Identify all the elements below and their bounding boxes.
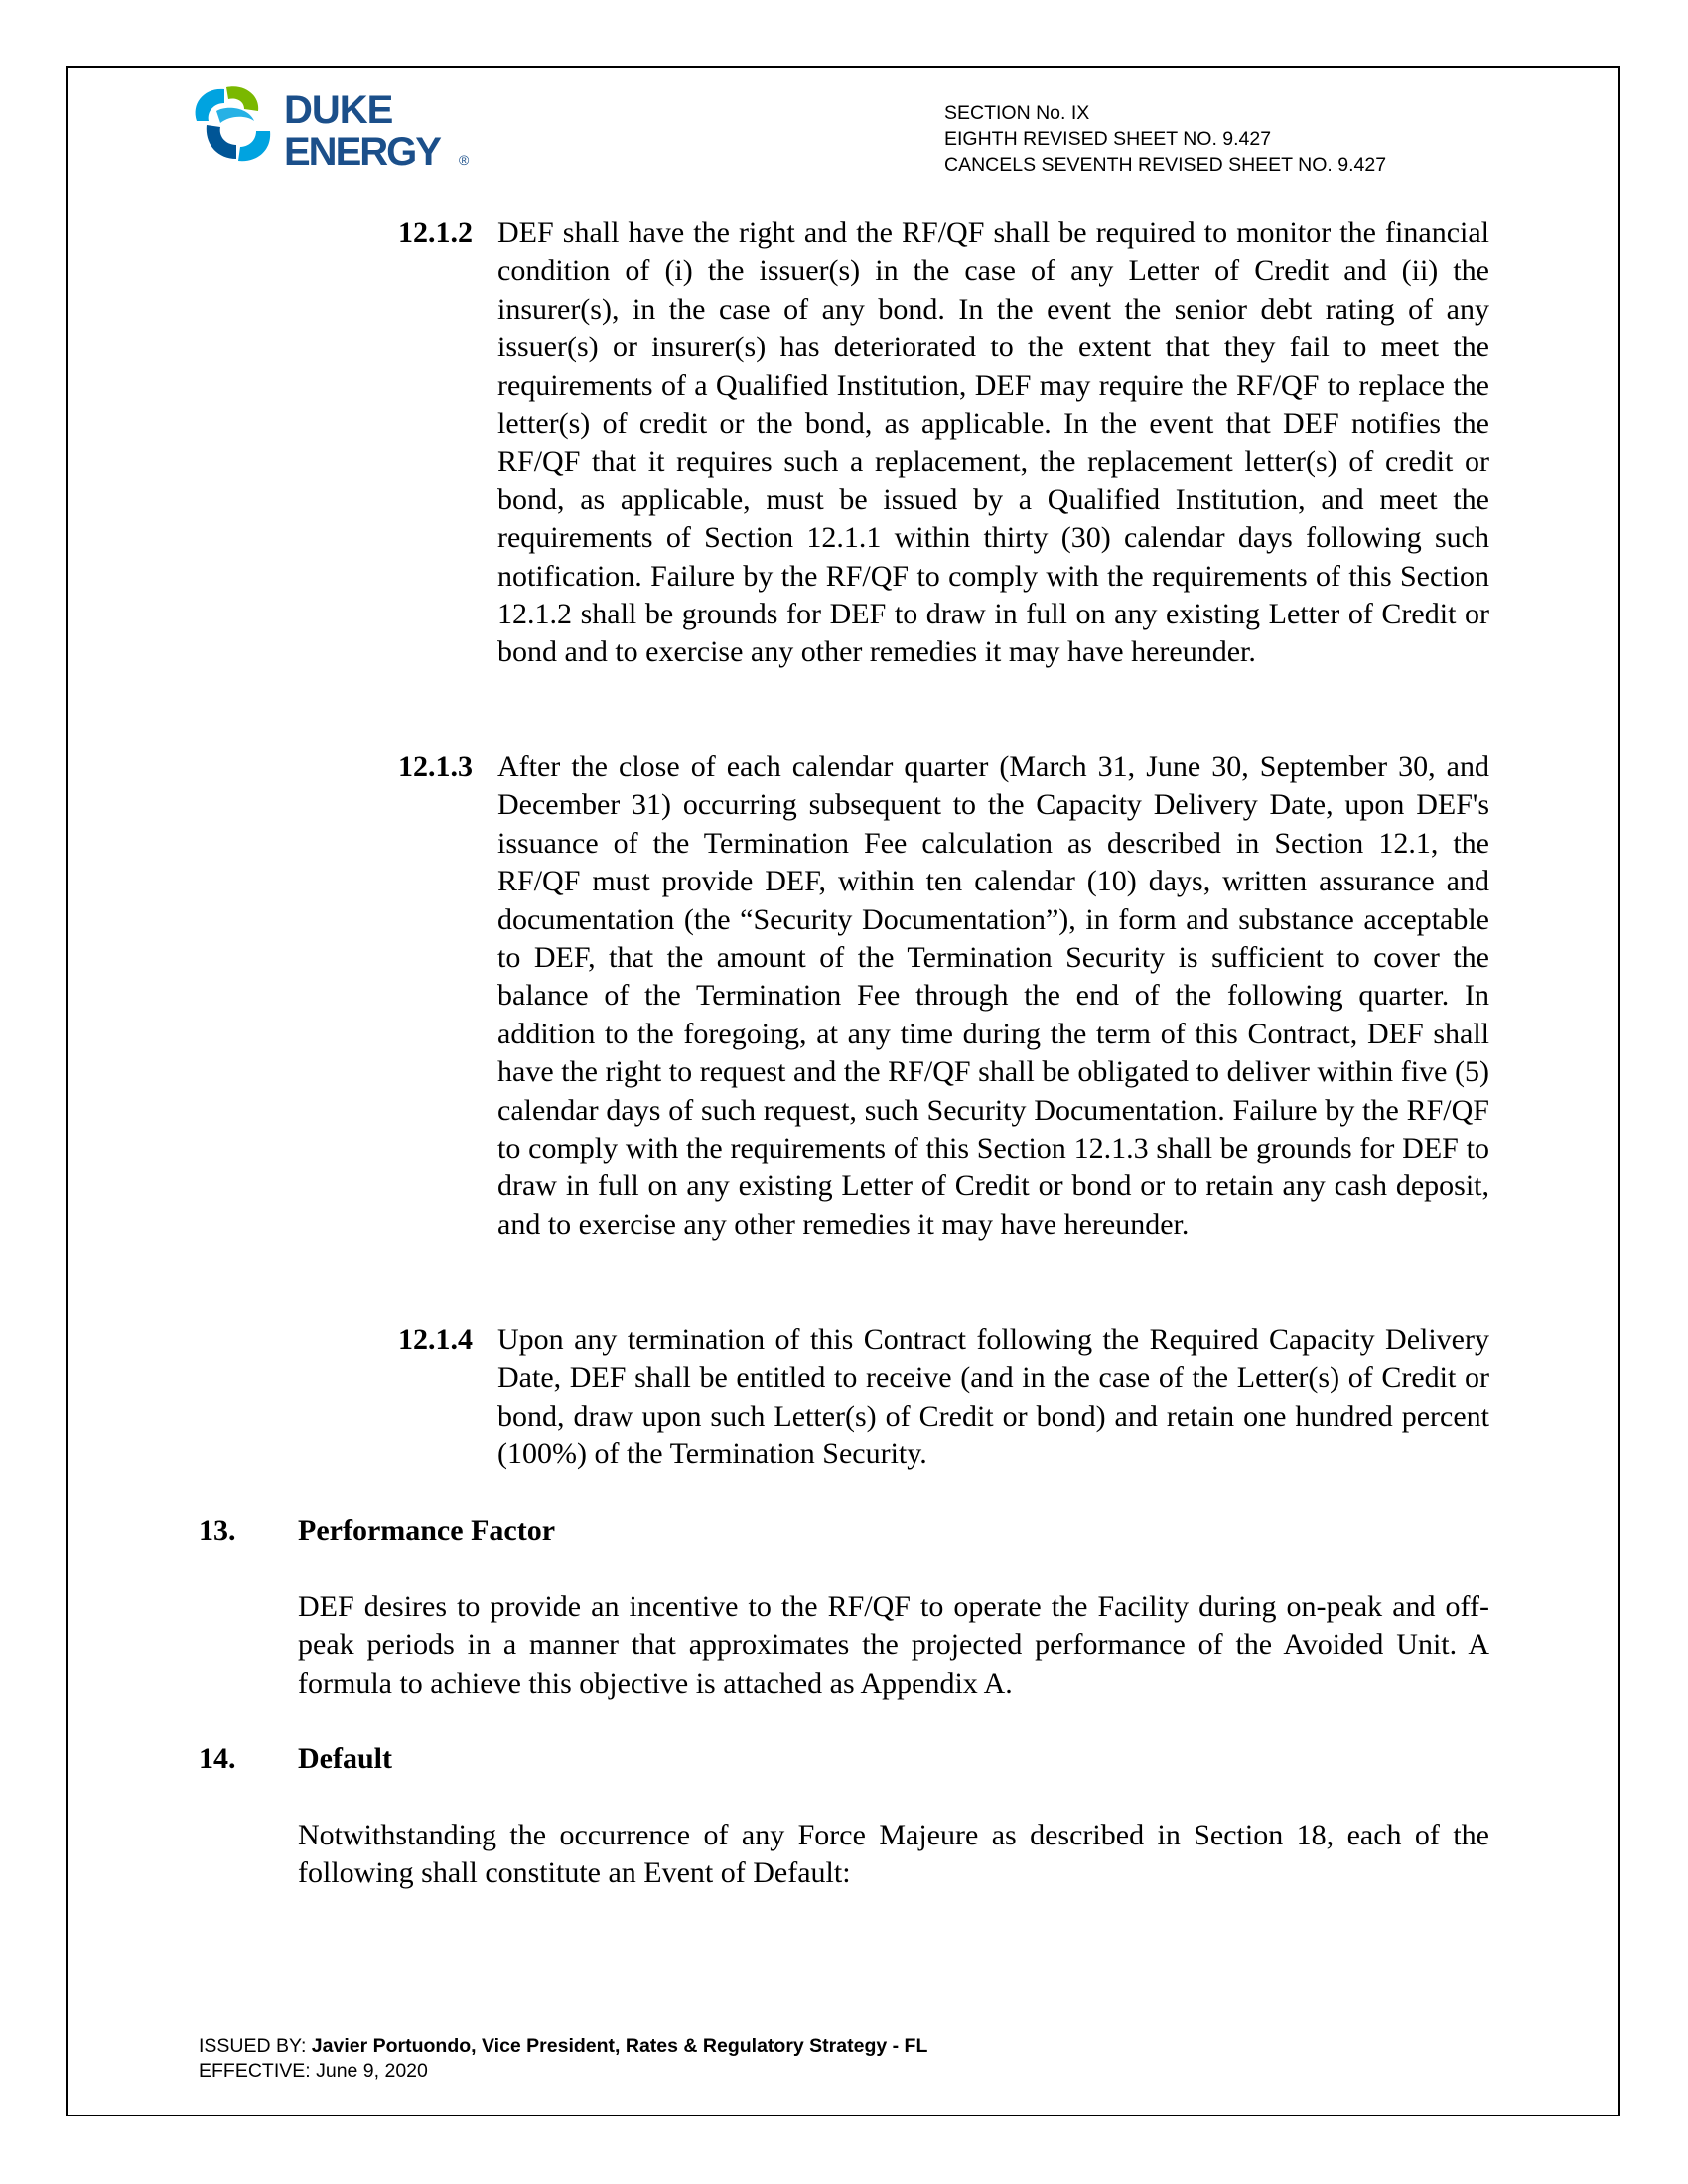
- section-number: 13.: [199, 1514, 236, 1547]
- logo-swirl-icon: [196, 86, 271, 161]
- subsection-number: 12.1.4: [398, 1323, 473, 1356]
- page-footer: [199, 2034, 1390, 2084]
- section-number: SECTION No. IX: [944, 102, 1090, 124]
- logo-registered-mark: ®: [459, 152, 470, 168]
- issued-by-name: Javier Portuondo, Vice President, Rates & Regulatory Strategy - FL: [311, 2035, 928, 2057]
- subsection-12-1-4: [398, 1321, 1489, 1474]
- sheet-header: [944, 100, 1560, 178]
- logo-text-duke: DUKE: [284, 88, 393, 132]
- subsection-text: DEF shall have the right and the RF/QF shall be required to monitor the financial condition of (i) the issuer(s) in the case of any Letter of Credit and (ii) the insurer(s), in the case of any bond. In the event the senior debt rating of any issuer(s) or insurer(s) has deteriorated to the extent that they fail to meet the requirements of a Qualified Institution, DEF may require the RF/QF to replace the letter(s) of credit or the bond, as applicable. In the event that DEF notifies the RF/QF that it requires such a replacement, the replacement letter(s) of credit or bond, as applicable, must be issued by a Qualified Institution, and meet the requirements of Section 12.1.1 within thirty (30) calendar days following such notification. Failure by the RF/QF to comply with the requirements of this Section 12.1.2 shall be grounds for DEF to draw in full on any existing Letter of Credit or bond and to exercise any other remedies it may have hereunder.: [497, 216, 1489, 669]
- subsection-number: 12.1.2: [398, 216, 473, 249]
- logo-text-energy: ENERGY: [284, 130, 440, 174]
- section-title: Default: [298, 1742, 392, 1775]
- subsection-12-1-2: [398, 214, 1489, 672]
- effective-line: [199, 2059, 1390, 2084]
- duke-energy-logo: [187, 81, 485, 181]
- revised-sheet-number: EIGHTH REVISED SHEET NO. 9.427: [944, 128, 1272, 150]
- duke-energy-logo-mark: [187, 81, 485, 181]
- subsection-text: Upon any termination of this Contract following the Required Capacity Delivery Date, DEF shall be entitled to receive (and in the case of the Letter(s) of Credit or bond, draw upon such Letter(s) of Credit or bond) and retain one hundred percent (100%) of the Termination Security.: [497, 1323, 1489, 1471]
- cancelled-sheet-number: CANCELS SEVENTH REVISED SHEET NO. 9.427: [944, 154, 1387, 176]
- section-number: 14.: [199, 1742, 236, 1775]
- section-13-text: DEF desires to provide an incentive to the RF/QF to operate the Facility during on-peak and off-peak periods in a manner that approximates the projected performance of the Avoided Unit. A formula to achieve this objective is attached as Appendix A.: [298, 1590, 1489, 1700]
- subsection-number: 12.1.3: [398, 751, 473, 783]
- effective-label: EFFECTIVE:: [199, 2060, 317, 2082]
- section-title: Performance Factor: [298, 1514, 556, 1547]
- subsection-text: After the close of each calendar quarter (March 31, June 30, September 30, and December 31) occurring subsequent to the Capacity Delivery Date, upon DEF's issuance of the Termination Fee calculation as described in Section 12.1, the RF/QF must provide DEF, within ten calendar (10) days, written assurance and documentation (the “Security Documentation”), in form and substance acceptable to DEF, that the amount of the Termination Security is sufficient to cover the balance of the Termination Fee through the end of the following quarter. In addition to the foregoing, at any time during the term of this Contract, DEF shall have the right to request and the RF/QF shall be obligated to deliver within five (5) calendar days of such request, such Security Documentation. Failure by the RF/QF to comply with the requirements of this Section 12.1.3 shall be grounds for DEF to draw in full on any existing Letter of Credit or bond or to retain any cash deposit, and to exercise any other remedies it may have hereunder.: [497, 751, 1489, 1241]
- section-14-text: Notwithstanding the occurrence of any Force Majeure as described in Section 18, each of the following shall constitute an Event of Default:: [298, 1819, 1489, 1890]
- issued-by-line: [199, 2034, 1390, 2059]
- subsection-12-1-3: [398, 749, 1489, 1244]
- effective-date: June 9, 2020: [316, 2060, 428, 2082]
- issued-by-label: ISSUED BY:: [199, 2035, 312, 2057]
